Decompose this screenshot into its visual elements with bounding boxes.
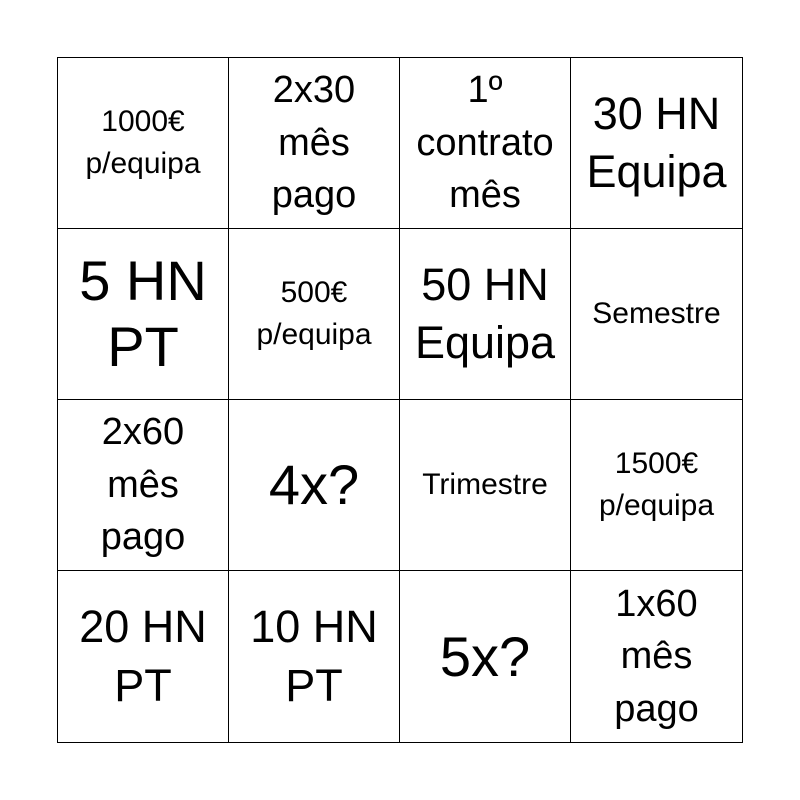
bingo-cell-r1c1[interactable] [58, 58, 229, 229]
cell-label: 5x? [439, 624, 531, 688]
bingo-cell-r4c4[interactable] [571, 571, 742, 742]
bingo-cell-r3c2[interactable] [229, 400, 400, 571]
cell-label: 1000€ p/equipa [85, 105, 201, 180]
cell-label: 5 HN PT [79, 249, 207, 378]
cell-label: 2x30 mês pago [271, 69, 357, 217]
cell-label: 4x? [268, 453, 360, 517]
bingo-cell-r3c3[interactable] [400, 400, 571, 571]
bingo-grid [57, 57, 743, 743]
bingo-cell-r3c4[interactable] [571, 400, 742, 571]
bingo-cell-r2c2[interactable] [229, 229, 400, 400]
cell-label: Trimestre [422, 468, 548, 501]
bingo-cell-r3c1[interactable] [58, 400, 229, 571]
bingo-cell-r2c1[interactable] [58, 229, 229, 400]
cell-label: 50 HN Equipa [414, 258, 556, 368]
cell-label: 1º contrato mês [416, 69, 554, 217]
cell-label: 2x60 mês pago [100, 411, 186, 559]
bingo-cell-r1c2[interactable] [229, 58, 400, 229]
bingo-cell-r4c3[interactable] [400, 571, 571, 742]
bingo-cell-r4c2[interactable] [229, 571, 400, 742]
cell-label: 30 HN Equipa [586, 87, 727, 197]
bingo-cell-r4c1[interactable] [58, 571, 229, 742]
bingo-cell-r2c4[interactable] [571, 229, 742, 400]
cell-label: 500€ p/equipa [256, 276, 372, 351]
bingo-cell-r1c3[interactable] [400, 58, 571, 229]
bingo-cell-r1c4[interactable] [571, 58, 742, 229]
cell-label: 1x60 mês pago [614, 582, 699, 730]
cell-label: 10 HN PT [250, 601, 378, 711]
bingo-cell-r2c3[interactable] [400, 229, 571, 400]
cell-label: 1500€ p/equipa [598, 447, 715, 522]
cell-label: 20 HN PT [79, 601, 207, 711]
cell-label: Semestre [592, 297, 721, 330]
